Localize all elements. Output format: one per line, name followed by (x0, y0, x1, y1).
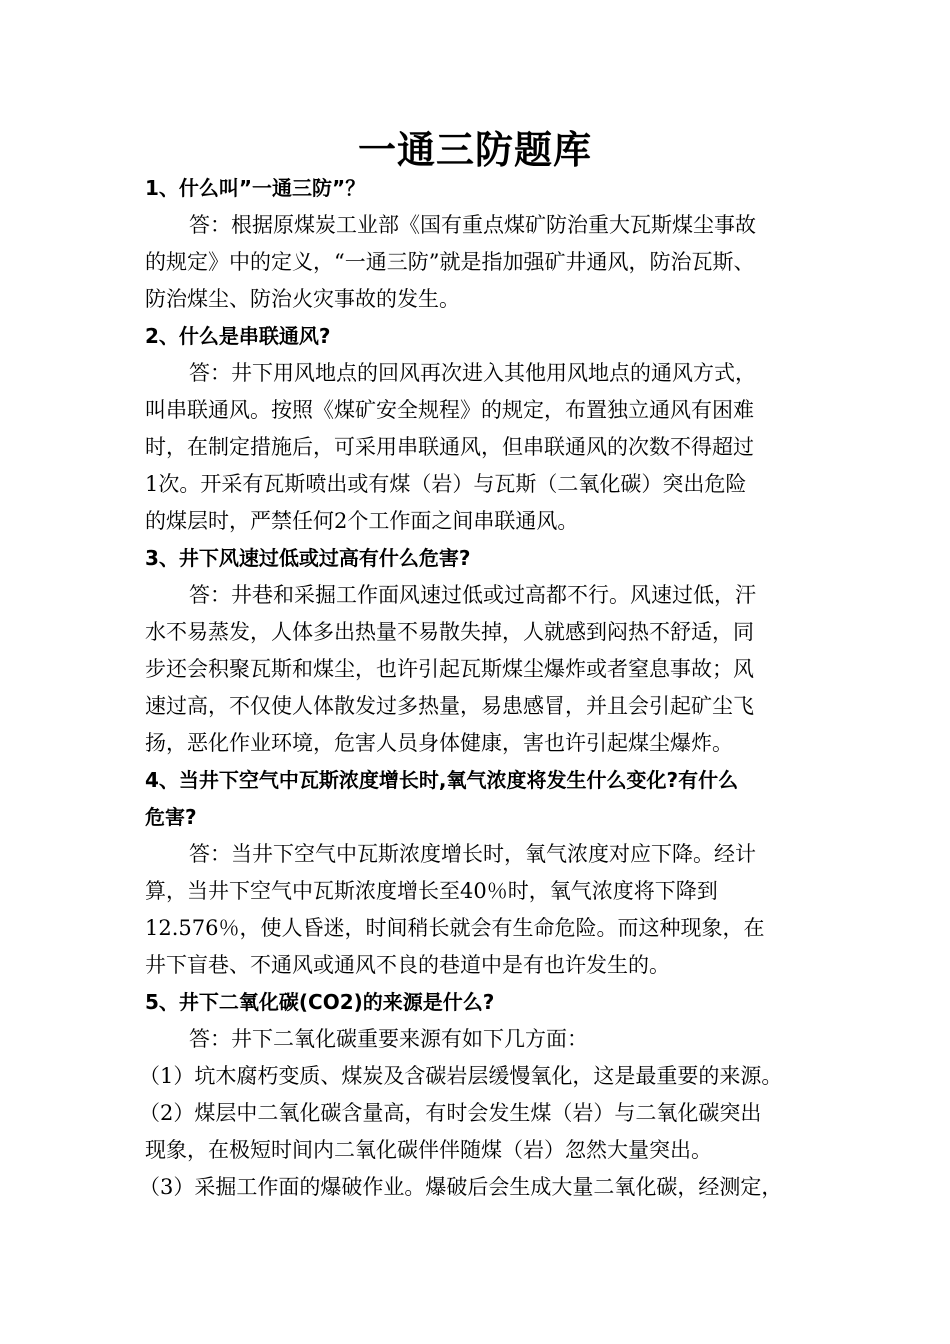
answer-line: 12.576％，使人昏迷，时间稍长就会有生命危险。而这种现象，在 (145, 916, 765, 940)
question-heading: 1、什么叫”一通三防”？ (145, 176, 366, 200)
question-heading: 4、当井下空气中瓦斯浓度增长时,氧气浓度将发生什么变化?有什么 (145, 768, 739, 792)
answer-line: 的煤层时，严禁任何2个工作面之间串联通风。 (145, 509, 579, 533)
answer-line: 时，在制定措施后，可采用串联通风，但串联通风的次数不得超过 (145, 435, 754, 459)
answer-line: 现象，在极短时间内二氧化碳伴伴随煤（岩）忽然大量突出。 (145, 1138, 712, 1162)
answer-line: 答：当井下空气中瓦斯浓度增长时，氧气浓度对应下降。经计 (189, 842, 756, 866)
answer-line: 步还会积聚瓦斯和煤尘，也许引起瓦斯煤尘爆炸或者窒息事故；风 (145, 657, 754, 681)
list-item-line: （2）煤层中二氧化碳含量高，有时会发生煤（岩）与二氧化碳突出 (139, 1101, 762, 1125)
list-item-line: （3）采掘工作面的爆破作业。爆破后会生成大量二氧化碳，经测定， (139, 1175, 783, 1199)
answer-line: 答：井下二氧化碳重要来源有如下几方面： (189, 1027, 588, 1051)
question-heading: 5、井下二氧化碳(CO2)的来源是什么? (145, 990, 495, 1014)
answer-line: 井下盲巷、不通风或通风不良的巷道中是有也许发生的。 (145, 953, 670, 977)
document-title: 一通三防题库 (357, 127, 592, 172)
answer-line: 扬，恶化作业环境，危害人员身体健康，害也许引起煤尘爆炸。 (145, 731, 733, 755)
question-heading: 危害? (145, 805, 197, 829)
answer-line: 叫串联通风。按照《煤矿安全规程》的规定，布置独立通风有困难 (145, 398, 754, 422)
answer-line: 答：井下用风地点的回风再次进入其他用风地点的通风方式， (189, 361, 756, 385)
answer-line: 防治煤尘、防治火灾事故的发生。 (145, 287, 460, 311)
document-body (139, 170, 825, 1206)
list-item-line: （1）坑木腐朽变质、煤炭及含碳岩层缓慢氧化，这是最重要的来源。 (139, 1064, 783, 1088)
question-heading: 2、什么是串联通风? (145, 324, 331, 348)
answer-line: 答：根据原煤炭工业部《国有重点煤矿防治重大瓦斯煤尘事故 (189, 213, 756, 237)
answer-line: 水不易蒸发，人体多出热量不易散失掉，人就感到闷热不舒适，同 (145, 620, 754, 644)
answer-line: 答：井巷和采掘工作面风速过低或过高都不行。风速过低，汗 (189, 583, 756, 607)
answer-line: 的规定》中的定义，“一通三防”就是指加强矿井通风，防治瓦斯、 (145, 250, 755, 274)
answer-line: 速过高，不仅使人体散发过多热量，易患感冒，并且会引起矿尘飞 (145, 694, 754, 718)
answer-line: 算，当井下空气中瓦斯浓度增长至40％时，氧气浓度将下降到 (145, 879, 718, 903)
question-heading: 3、井下风速过低或过高有什么危害? (145, 546, 471, 570)
answer-line: 1次。开采有瓦斯喷出或有煤（岩）与瓦斯（二氧化碳）突出危险 (145, 472, 747, 496)
